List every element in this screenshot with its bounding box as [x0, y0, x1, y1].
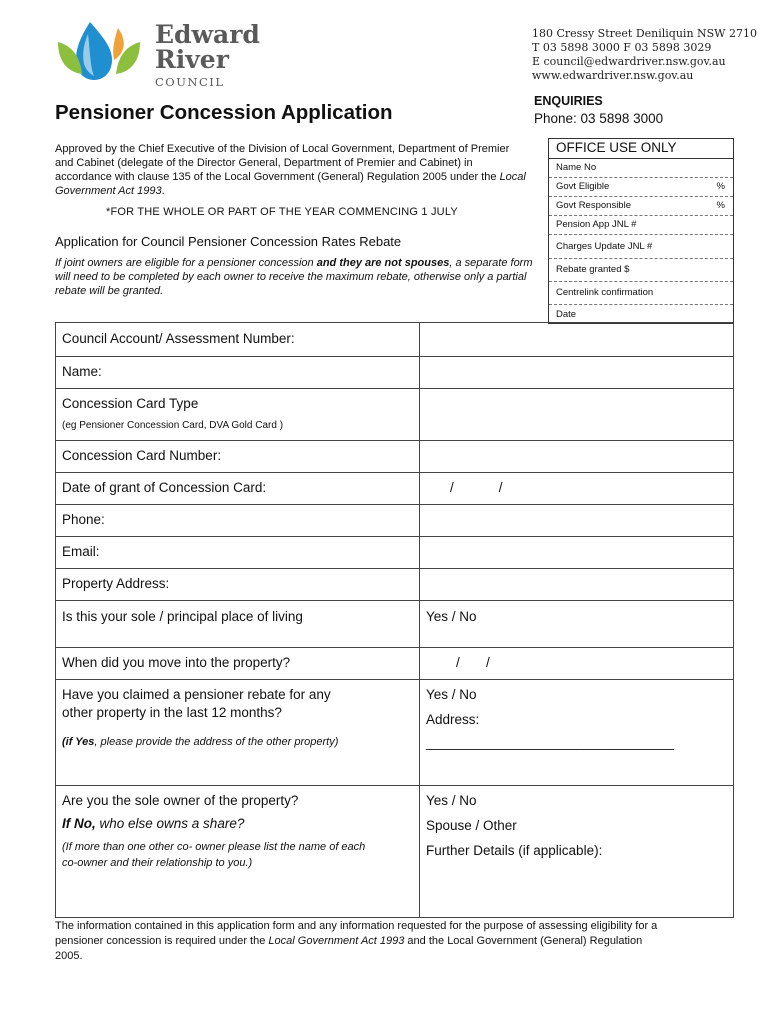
- table-row: [56, 323, 734, 357]
- table-row: [56, 357, 734, 389]
- spouse-other[interactable]: Spouse / Other: [426, 818, 517, 833]
- office-row: [549, 159, 733, 178]
- table-row: [56, 569, 734, 601]
- brand-name: [155, 22, 260, 89]
- moved-in-date-field[interactable]: / /: [420, 648, 734, 680]
- office-row-label: Date: [556, 309, 577, 320]
- office-row: [549, 235, 733, 259]
- address-line: 180 Cressy Street Deniliquin NSW 2710: [532, 27, 757, 40]
- name-label: Name:: [56, 357, 420, 389]
- office-row-label: Govt Eligible: [556, 181, 610, 192]
- name-field[interactable]: [420, 357, 734, 389]
- office-row-label: Pension App JNL #: [556, 219, 637, 230]
- sole-owner-yes-no[interactable]: Yes / No: [426, 793, 477, 808]
- year-note: *FOR THE WHOLE OR PART OF THE YEAR COMMENCING 1 JULY: [106, 206, 458, 218]
- claimed-cell: [56, 680, 420, 786]
- property-address-field[interactable]: [420, 569, 734, 601]
- approval-text: Approved by the Chief Executive of the Division of Local Government, Department of Premier and Cabinet (delegate of the Director General, Department of Premier and Cabinet) in accordance with clause 135 of the Local Government (General) Regulation 2005 under the: [55, 143, 510, 183]
- table-row: [56, 648, 734, 680]
- approval-act: Local Government Act 1993: [55, 171, 526, 197]
- table-row: [56, 601, 734, 648]
- sole-owner-label: Are you the sole owner of the property?: [62, 793, 299, 808]
- brand-line-1: Edward: [155, 20, 260, 49]
- table-row: [56, 537, 734, 569]
- card-number-label: Concession Card Number:: [56, 441, 420, 473]
- joint-text-end: , a separate form will need to be completed by each owner to receive the maximum rebate, otherwise only a partial rebate will be granted.: [55, 257, 533, 297]
- footer-text: The information contained in this application form and any information requested for the purpose of assessing eligibility for a pensioner concession is required under the: [55, 920, 658, 947]
- office-row-label: Name No: [556, 162, 597, 173]
- office-row: [549, 216, 733, 235]
- claimed-answer-cell: [420, 680, 734, 786]
- property-address-label: Property Address:: [56, 569, 420, 601]
- claimed-note-bold: (if Yes: [62, 736, 95, 748]
- table-row: [56, 786, 734, 918]
- grant-date-label: Date of grant of Concession Card:: [56, 473, 420, 505]
- further-details-label: Further Details (if applicable):: [426, 843, 603, 858]
- contact-block: [532, 27, 757, 83]
- email-line: E council@edwardriver.nsw.gov.au: [532, 55, 726, 68]
- joint-owner-note: [55, 256, 537, 298]
- office-row-pct: %: [716, 200, 725, 211]
- enquiries-heading: ENQUIRIES: [534, 94, 603, 108]
- if-no-text: who else owns a share?: [95, 816, 245, 831]
- phone-fax-line: T 03 5898 3000 F 03 5898 3029: [532, 41, 712, 54]
- office-row: [549, 259, 733, 282]
- card-type-example: (eg Pensioner Concession Card, DVA Gold Card ): [62, 420, 284, 431]
- account-field[interactable]: [420, 323, 734, 357]
- if-no-bold: If No,: [62, 816, 96, 831]
- claimed-yes-no[interactable]: Yes / No: [426, 687, 477, 702]
- table-row: [56, 473, 734, 505]
- joint-text: If joint owners are eligible for a pensioner concession: [55, 257, 317, 269]
- office-row: [549, 282, 733, 305]
- office-row-label: Charges Update JNL #: [556, 241, 653, 252]
- page-title: Pensioner Concession Application: [55, 101, 393, 124]
- office-row: [549, 178, 733, 197]
- brand-line-3: COUNCIL: [155, 75, 225, 89]
- footer-act: Local Government Act 1993: [268, 935, 405, 947]
- claimed-address-line[interactable]: _________________________________: [426, 735, 674, 750]
- grant-date-field[interactable]: / /: [420, 473, 734, 505]
- office-row-label: Govt Responsible: [556, 200, 631, 211]
- joint-bold: and they are not spouses: [316, 257, 450, 269]
- website-line: www.edwardriver.nsw.gov.au: [532, 69, 694, 82]
- card-number-field[interactable]: [420, 441, 734, 473]
- phone-label: Phone:: [56, 505, 420, 537]
- application-subtitle: Application for Council Pensioner Concession Rates Rebate: [55, 234, 402, 249]
- council-logo-icon: [54, 20, 144, 82]
- brand-line-2: River: [155, 45, 229, 74]
- approval-statement: [55, 142, 530, 198]
- claimed-label: Have you claimed a pensioner rebate for any other property in the last 12 months?: [62, 687, 331, 720]
- table-row: [56, 441, 734, 473]
- email-label: Email:: [56, 537, 420, 569]
- sole-owner-answer-cell: [420, 786, 734, 918]
- office-row-pct: %: [716, 181, 725, 192]
- footer-text-end: and the Local Government (General) Regulation 2005.: [55, 935, 643, 962]
- coowner-note: (If more than one other co- owner please list the name of each co-owner and their relationship to you.): [62, 841, 366, 869]
- office-use-heading: OFFICE USE ONLY: [549, 139, 733, 159]
- table-row: [56, 505, 734, 537]
- email-field[interactable]: [420, 537, 734, 569]
- office-use-box: [548, 138, 734, 324]
- sole-owner-cell: [56, 786, 420, 918]
- approval-end: .: [161, 185, 165, 197]
- table-row: [56, 389, 734, 441]
- if-no-question: [62, 815, 419, 833]
- office-row-label: Rebate granted $: [556, 264, 630, 275]
- application-form-table: [55, 322, 734, 918]
- moved-in-label: When did you move into the property?: [56, 648, 420, 680]
- table-row: [56, 680, 734, 786]
- office-row-label: Centrelink confirmation: [556, 287, 654, 298]
- office-row: [549, 197, 733, 216]
- card-type-cell: [56, 389, 420, 441]
- phone-field[interactable]: [420, 505, 734, 537]
- card-type-field[interactable]: [420, 389, 734, 441]
- account-label: Council Account/ Assessment Number:: [56, 323, 420, 357]
- privacy-footer: [55, 919, 670, 964]
- card-type-label: Concession Card Type: [62, 396, 199, 411]
- claimed-address-label: Address:: [426, 712, 480, 727]
- sole-place-yes-no[interactable]: Yes / No: [420, 601, 734, 648]
- sole-place-label: Is this your sole / principal place of living: [56, 601, 420, 648]
- enquiries-phone: Phone: 03 5898 3000: [534, 111, 664, 126]
- claimed-note: [62, 734, 419, 750]
- claimed-note-text: , please provide the address of the other property): [94, 736, 339, 748]
